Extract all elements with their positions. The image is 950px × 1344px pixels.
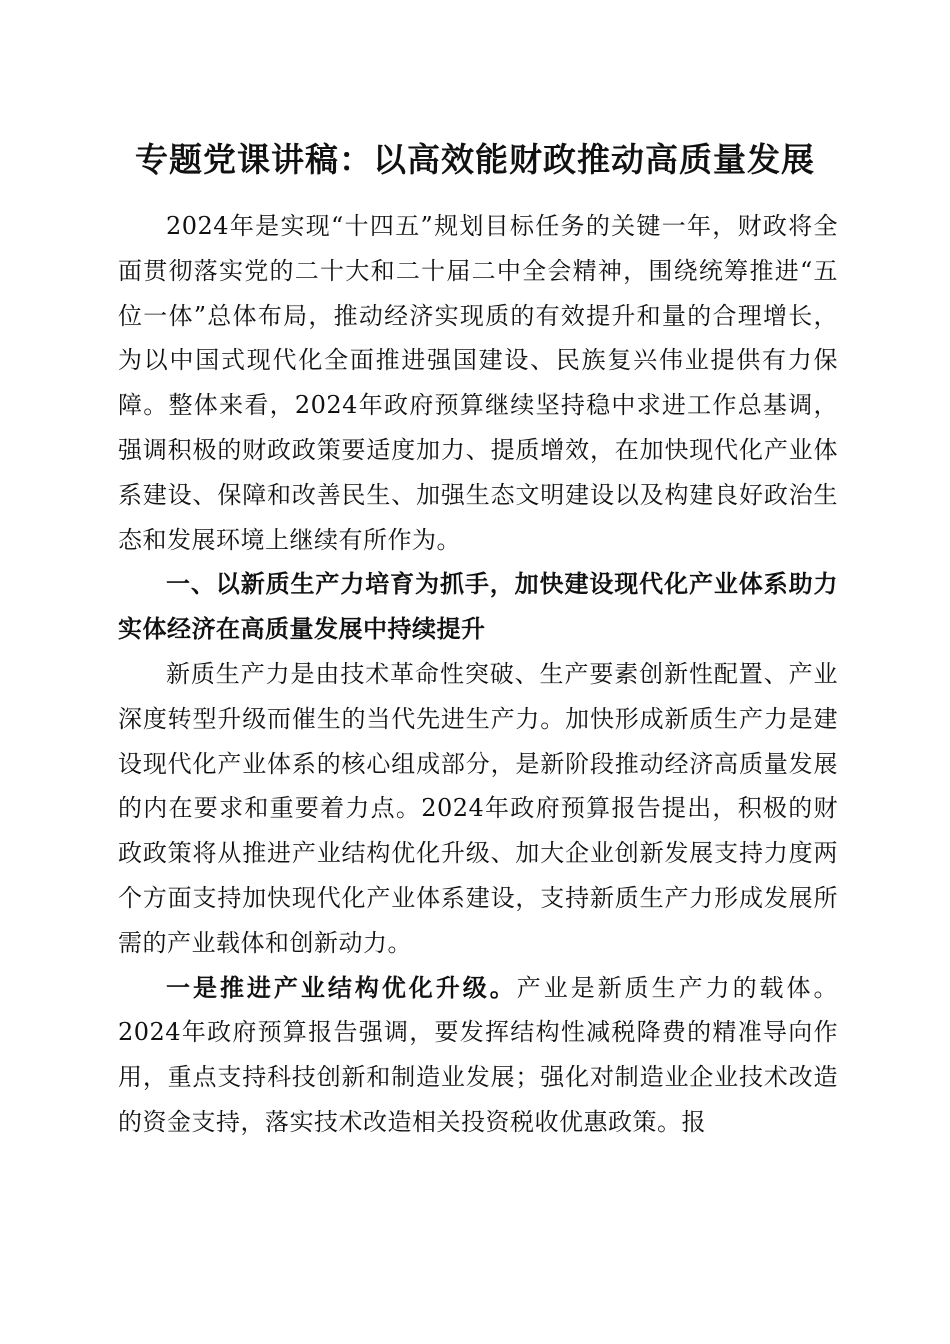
- paragraph-new-productivity: 新质生产力是由技术革命性突破、生产要素创新性配置、产业深度转型升级而催生的当代先进生产力。加快形成新质生产力是建设现代化产业体系的核心组成部分，是新阶段推动经济高质量发展的内在要求和重要着力点。2024年政府预算报告提出，积极的财政政策将从推进产业结构优化升级、加大企业创新发展支持力度两个方面支持加快现代化产业体系建设，支持新质生产力形成发展所需的产业载体和创新动力。: [118, 659, 838, 957]
- paragraph-industry-upgrade: [118, 966, 838, 1145]
- paragraph-body-text: 产业是新质生产力的载体。2024年政府预算报告强调，要发挥结构性减税降费的精准导向作用，重点支持科技创新和制造业发展；强化对制造业企业技术改造的资金支持，落实技术改造相关投资税收优惠政策。报: [118, 973, 839, 1136]
- paragraph-intro: 2024年是实现“十四五”规划目标任务的关键一年，财政将全面贯彻落实党的二十大和二十届二中全会精神，围绕统筹推进“五位一体”总体布局，推动经济实现质的有效提升和量的合理增长，为以中国式现代化全面推进强国建设、民族复兴伟业提供有力保障。整体来看，2024年政府预算继续坚持稳中求进工作总基调，强调积极的财政政策要适度加力、提质增效，在加快现代化产业体系建设、保障和改善民生、加强生态文明建设以及构建良好政治生态和发展环境上继续有所作为。: [118, 212, 838, 554]
- paragraph-lead-text: 一是推进产业结构优化升级。: [166, 972, 517, 1002]
- document-title: 专题党课讲稿：以高效能财政推动高质量发展: [135, 140, 815, 179]
- document-body: [118, 204, 838, 1145]
- section-heading-1: 一、以新质生产力培育为抓手，加快建设现代化产业体系助力实体经济在高质量发展中持续提升: [118, 570, 838, 644]
